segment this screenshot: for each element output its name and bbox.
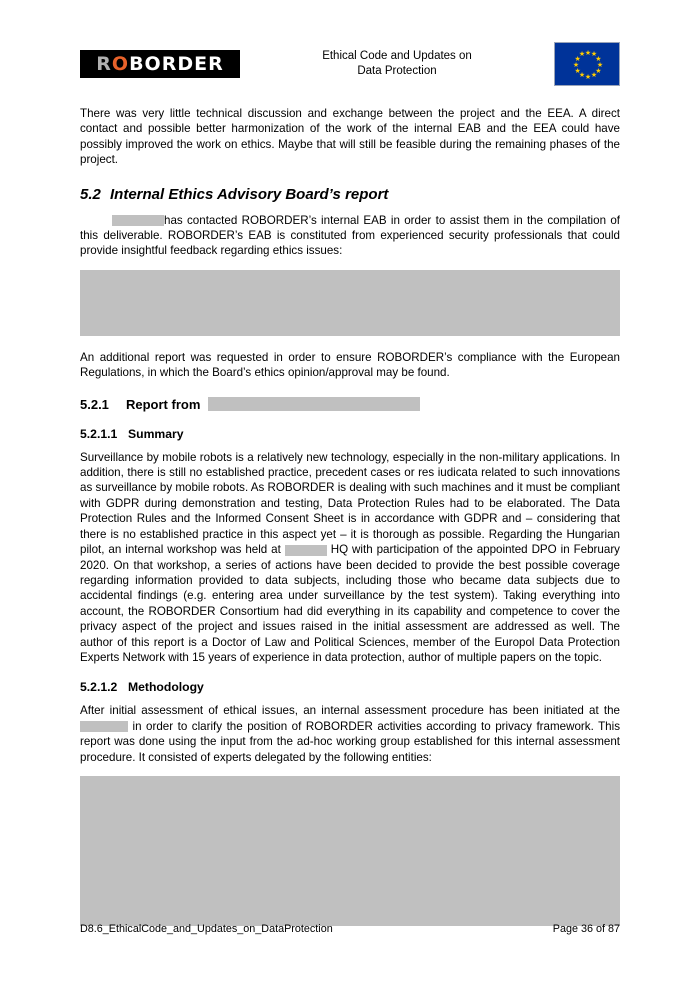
eu-star-icon: ★ [595, 55, 602, 63]
heading-5-2-number: 5.2 [80, 185, 101, 203]
logo-letter-o: O [111, 53, 130, 75]
header-title-line1: Ethical Code and Updates on [322, 50, 472, 62]
logo-letters-rest: BORDER [129, 53, 224, 75]
heading-5-2-1-1-title: Summary [128, 426, 184, 441]
heading-5-2-1-2-number: 5.2.1.2 [80, 680, 118, 695]
heading-5-2-1-2-title: Methodology [128, 680, 204, 695]
heading-5-2-1-2 [80, 680, 620, 694]
eu-flag-icon [554, 42, 620, 86]
page-footer [80, 923, 620, 935]
footer-document-id: D8.6_EthicalCode_and_Updates_on_DataProtection [80, 923, 333, 935]
page-header [80, 40, 620, 88]
footer-page-number: Page 36 of 87 [552, 923, 620, 935]
header-title-line2: Data Protection [357, 65, 437, 77]
header-title [240, 49, 554, 79]
heading-5-2-1-number: 5.2.1 [80, 396, 109, 412]
eu-star-icon: ★ [590, 71, 598, 79]
paragraph-summary [80, 450, 620, 666]
paragraph-5-2-first [80, 213, 620, 259]
eu-star-icon: ★ [574, 67, 581, 75]
heading-5-2-1-1-number: 5.2.1.1 [80, 426, 118, 441]
eu-star-icon: ★ [590, 51, 598, 59]
heading-5-2-1 [80, 397, 620, 412]
redaction-entity-name-1 [112, 215, 164, 226]
paragraph-5-2-first-text: has contacted ROBORDER’s internal EAB in order to assist them in the compilation of this deliverable. ROBORDER’s EAB is constituted from experienced security professionals that could provide insightful feedback regarding ethics issues: [80, 213, 620, 258]
heading-5-2 [80, 186, 620, 203]
paragraph-summary-part2: HQ with participation of the appointed DPO in February 2020. On that workshop, a series of actions have been decided to provide the best possible coverage regarding information provided to data subjects, including those who became data subjects due to accidental findings (e.g. entering area under surveillance by the test system). Taking everything into account, the ROBORDER Consortium had did everything in its capability and competence to cover the privacy aspect of the project and issues raised in the initial assessment are addressed as well. The author of this report is a Doctor of Law and Political Sciences, member of the Europol Data Protection Experts Network with 15 years of experience in data protection, author of multiple papers on the topic. [80, 543, 620, 664]
eu-star-icon: ★ [578, 71, 586, 79]
heading-5-2-1-title: Report from [126, 396, 201, 412]
redaction-report-author [208, 397, 420, 411]
paragraph-methodology [80, 703, 620, 765]
redaction-organisation-2 [80, 721, 128, 732]
heading-5-2-title: Internal Ethics Advisory Board’s report [110, 185, 389, 203]
paragraph-methodology-part2: in order to clarify the position of ROBORDER activities according to privacy framework. This report was done using the input from the ad-hoc working group established for this internal assessment procedure. It consisted of experts delegated by the following entities: [80, 719, 620, 764]
redaction-organisation-1 [285, 545, 327, 556]
roborder-logo [80, 50, 240, 78]
eu-star-icon: ★ [584, 73, 592, 81]
intro-paragraph: There was very little technical discussion and exchange between the project and the EEA. A direct contact and possible better harmonization of the work of the internal EAB and the EEA could have possibly improved the work on ethics. Maybe that will still be feasible during the remaining phases of the project. [80, 107, 620, 167]
redaction-block-eab-members [80, 270, 620, 336]
eu-star-icon: ★ [595, 67, 602, 75]
paragraph-methodology-part1: After initial assessment of ethical issues, an internal assessment procedure has been initiated at the [80, 704, 620, 718]
logo-letter-r: R [96, 53, 112, 75]
eu-star-icon: ★ [572, 61, 580, 69]
eu-star-icon: ★ [578, 51, 586, 59]
paragraph-summary-part1: Surveillance by mobile robots is a relatively new technology, especially in the non-military applications. In addition, there is still no established practice, precedent cases or res iudicata related to such innovations as surveillance by mobile robots. As ROBORDER is dealing with such machines and it must be compliant with GDPR during demonstration and testing, Data Protection Rules had to be elaborated. The Data Protection Rules and the Informed Consent Sheet is in accordance with GDPR and – considering that there is no established practice in this aspect yet – it is thorough as possible. Regarding the Hungarian pilot, an internal workshop was held at [80, 450, 620, 557]
eu-star-icon: ★ [584, 49, 592, 57]
paragraph-5-2-second: An additional report was requested in order to ensure ROBORDER’s compliance with the European Regulations, in which the Board’s ethics opinion/approval may be found. [80, 350, 620, 380]
eu-star-icon: ★ [596, 61, 604, 69]
heading-5-2-1-1 [80, 427, 620, 441]
redaction-block-entities-list [80, 776, 620, 926]
eu-star-icon: ★ [574, 55, 581, 63]
